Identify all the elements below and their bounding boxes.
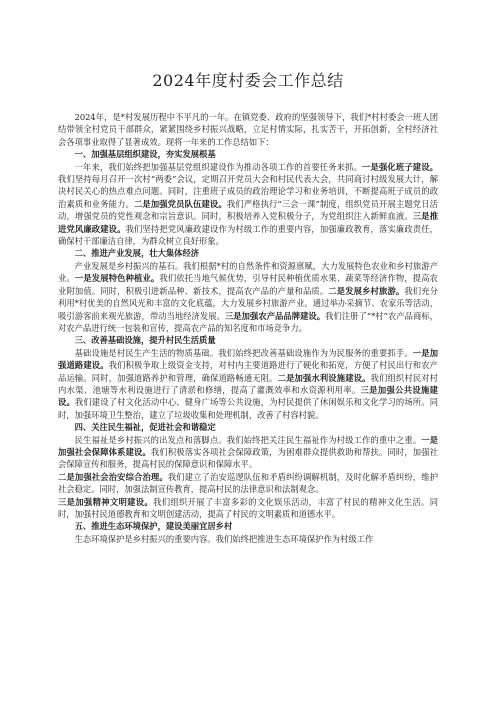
body-text-run: 产业发展是乡村振兴的基石。我们根据*村的自然条件和资源禀赋，大力发展特色农业和乡村旅游产业。 (58, 260, 438, 284)
body-text-run: 基础设施是村民生产生活的物质基础。我们始终把改善基础设施作为为民服务的重要抓手。 (74, 347, 413, 358)
section-heading: 三、改善基础设施，提升村民生活质量 (74, 335, 216, 346)
body-text-run: 我们组织开展了丰富多彩的文化娱乐活动，丰富了村民的精神文化生活。同时，加强村民道德教育和文明创建活动，提高了村民的文明素质和道德水平。 (58, 496, 438, 519)
body-text-run: 我们积极落实各项社会保障政策，为困难群众提供救助和帮扶。同时，加强社会保障宣传和服务，提高村民的保障意识和保障水平。 (58, 446, 438, 470)
body-text-run: 我们注册了“*村”农产品商标，对农产品进行统一包装和宣传，提高农产品的知名度和市场竞争力。 (58, 310, 438, 333)
section-paragraph (58, 496, 438, 521)
document-body (58, 111, 438, 545)
body-text-run: 我们依托当地气候优势，引导村民种植优质水果、蔬菜等经济作物，提高农业附加值。同时，积极引进新品种、新技术，提高农产品的产量和品质。 (58, 273, 438, 296)
intro-paragraph: 2024年，是*村发展历程中不平凡的一年。在镇党委、政府的坚强领导下，我们*村村委会一班人团结带领全村党员干部群众，紧紧围绕乡村振兴战略，立足村情实际，扎实苦干，开拓创新，全村经济社会各项事业取得了显著成效。现将一年来的工作总结如下： (58, 112, 438, 147)
section-heading: 四、关注民生福祉，促进社会和谐稳定 (74, 422, 216, 433)
section-heading: 五、推进生态环境保护，建设美丽宜居乡村 (74, 521, 233, 532)
bold-lead-text: 一是加强道路建设。 (58, 347, 438, 371)
section-paragraph (58, 161, 438, 248)
bold-lead-text: 三是加强精神文明建设。 (58, 496, 154, 507)
body-text-run: 我们充分利用*村优美的自然风光和丰富的文化底蕴，大力发展乡村旅游产业。通过举办采摘节、农家乐等活动，吸引游客前来观光旅游，带动当地经济发展。 (58, 285, 438, 321)
body-text-run: 我们组织村民对村内水渠、池塘等水利设施进行了清淤和修缮，提高了灌溉效率和水资源利用率。 (58, 372, 438, 395)
bold-lead-text: 二是加强社会治安综合治理。 (58, 471, 168, 482)
document-title: 2024年度村委会工作总结 (152, 71, 344, 90)
bold-lead-text: 三是加强公共设施建设。 (58, 384, 438, 408)
bold-lead-text: 二是加强水利设施建设。 (277, 372, 371, 383)
body-text-run: 我们建立了治安巡逻队伍和矛盾纠纷调解机制，及时化解矛盾纠纷，维护社会稳定。同时，加强法制宣传教育，提高村民的法律意识和法制观念。 (58, 471, 438, 495)
body-text-run: 我们建设了村文化活动中心、健身广场等公共设施，为村民提供了休闲娱乐和文化学习的场所。同时，加强环境卫生整治，建立了垃圾收集和处理机制，改善了村容村貌。 (58, 397, 438, 420)
bold-lead-text: 二是加强党员队伍建设。 (133, 198, 227, 209)
section-paragraph (58, 347, 438, 421)
section-paragraph (58, 434, 438, 471)
body-text-run: 我们坚持把党风廉政建设作为村级工作的重要内容，加强廉政教育，落实廉政责任，确保村干部廉洁自律，为群众树立良好形象。 (58, 223, 438, 247)
bold-lead-text: 一是加强社会保障体系建设。 (58, 434, 438, 457)
body-text-run: 生态环境保护是乡村振兴的重要内容。我们始终把推进生态环境保护作为村级工作 (74, 533, 374, 544)
body-text-run: 我们严格执行“三会一课”制度，组织党员开展主题党日活动，增强党员的党性观念和宗旨意识。同时，积极培养入党积极分子，为党组织注入新鲜血液。 (58, 198, 438, 222)
body-text-run: 我们坚持每月召开一次村“两委”会议，定期召开党员大会和村民代表大会，共同商讨村级发展大计，解决村民关心的热点难点问题。同时，注重班子成员的政治理论学习和业务培训，不断提高班子成员的政治素质和业务能力。 (58, 174, 438, 209)
bold-lead-text: 三是加强农产品品牌建设。 (224, 310, 326, 321)
body-text-run: 我们积极争取上级资金支持，对村内主要道路进行了硬化和拓宽，方便了村民出行和农产品运输。同时，加强道路养护和管理，确保道路畅通无阻。 (58, 360, 438, 383)
bold-lead-text: 一是发展特色种植业。 (74, 273, 160, 284)
section-paragraph (58, 471, 438, 496)
section-paragraph (58, 533, 438, 545)
bold-lead-text: 二是发展乡村旅游。 (328, 285, 405, 296)
section-heading: 二、推进产业发展，壮大集体经济 (74, 248, 200, 259)
bold-lead-text: 一是强化班子建设。 (362, 161, 438, 172)
body-text-run: 一年来，我们始终把加强基层党组织建设作为推动各项工作的首要任务来抓。 (74, 161, 363, 172)
body-text-run: 民生福祉是乡村振兴的出发点和落脚点。我们始终把关注民生福祉作为村级工作的重中之重。 (74, 434, 422, 445)
section-heading: 一、加强基层组织建设，夯实发展根基 (74, 149, 216, 160)
section-paragraph (58, 260, 438, 334)
bold-lead-text: 三是推进党风廉政建设。 (58, 211, 438, 234)
